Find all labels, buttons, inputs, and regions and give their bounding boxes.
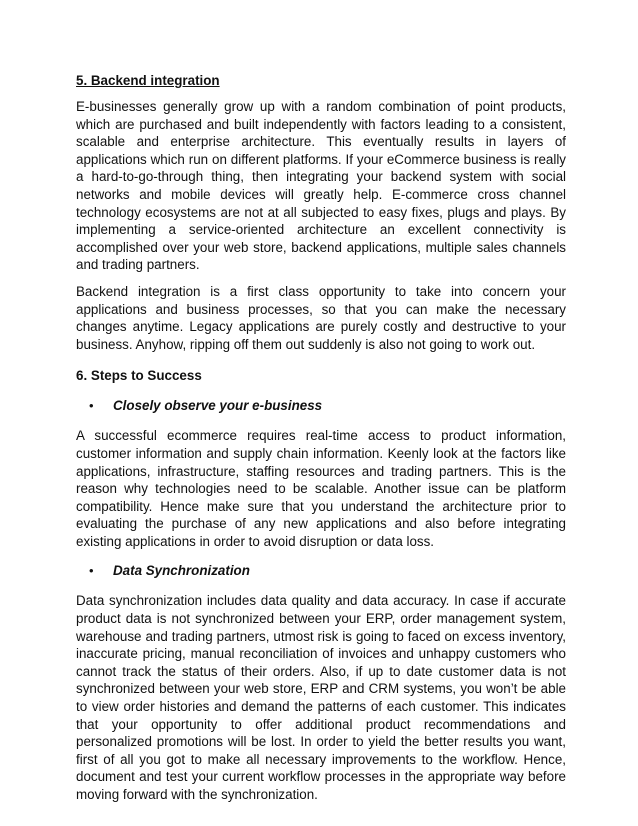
paragraph-backend-2: Backend integration is a first class opportunity to take into concern your applications and business processes, so that you can make the necessary changes anytime. Legacy applications are purely costly and destructive to your business. Anyhow, ripping off them out suddenly is also not going to work out.: [76, 283, 566, 352]
bullet-item-data-sync: [76, 562, 566, 580]
bullet-icon: •: [89, 398, 94, 414]
paragraph-observe: A successful ecommerce requires real-time access to product information, customer information and supply chain information. Keenly look at the factors like applications, infrastructure, staffing resources and trading partners. This is the reason why technologies need to be scalable. Another issue can be platform compatibility. Hence make sure that you understand the architecture prior to evaluating the purchase of any new applications and also before integrating existing applications in order to avoid disruption or data loss.: [76, 428, 566, 549]
section-heading-steps-to-success: 6. Steps to Success: [76, 368, 202, 384]
paragraph-data-sync: Data synchronization includes data quality and data accuracy. In case if accurate product data is not synchronized between your ERP, order management system, warehouse and trading partners, utmost risk is going to faced on excess inventory, inaccurate pricing, manual reconciliation of invoices and unhappy customers who cannot track the status of their orders. Also, if up to date customer data is not synchronized between your web store, ERP and CRM systems, you won’t be able to view order histories and demand the patterns of each customer. This indicates that your opportunity to offer additional product recommendations and personalized promotions will be lost. In order to yield the better results you want, first of all you got to make all necessary improvements to the workflow. Hence, document and test your current workflow processes in the appropriate way before moving forward with the synchronization.: [76, 593, 566, 802]
bullet-title-observe: Closely observe your e-business: [113, 398, 323, 414]
paragraph-backend-1: E-businesses generally grow up with a random combination of point products, which are purchased and built independently with factors leading to a consistent, scalable and enterprise architecture. This eventually results in layers of applications which run on different platforms. If your eCommerce business is really a hard-to-go-through thing, then integrating your backend system with social networks and mobile devices will greatly help. E-commerce cross channel technology ecosystems are not at all subjected to easy fixes, plugs and plays. By implementing a service-oriented architecture an excellent connectivity is accomplished over your web store, backend applications, multiple sales channels and trading partners.: [76, 99, 566, 273]
section-heading-backend-integration: 5. Backend integration: [76, 73, 220, 88]
bullet-title-data-sync: Data Synchronization: [113, 563, 250, 579]
document-page: [76, 72, 566, 813]
bullet-item-observe: [76, 397, 566, 415]
bullet-icon: •: [89, 563, 94, 579]
